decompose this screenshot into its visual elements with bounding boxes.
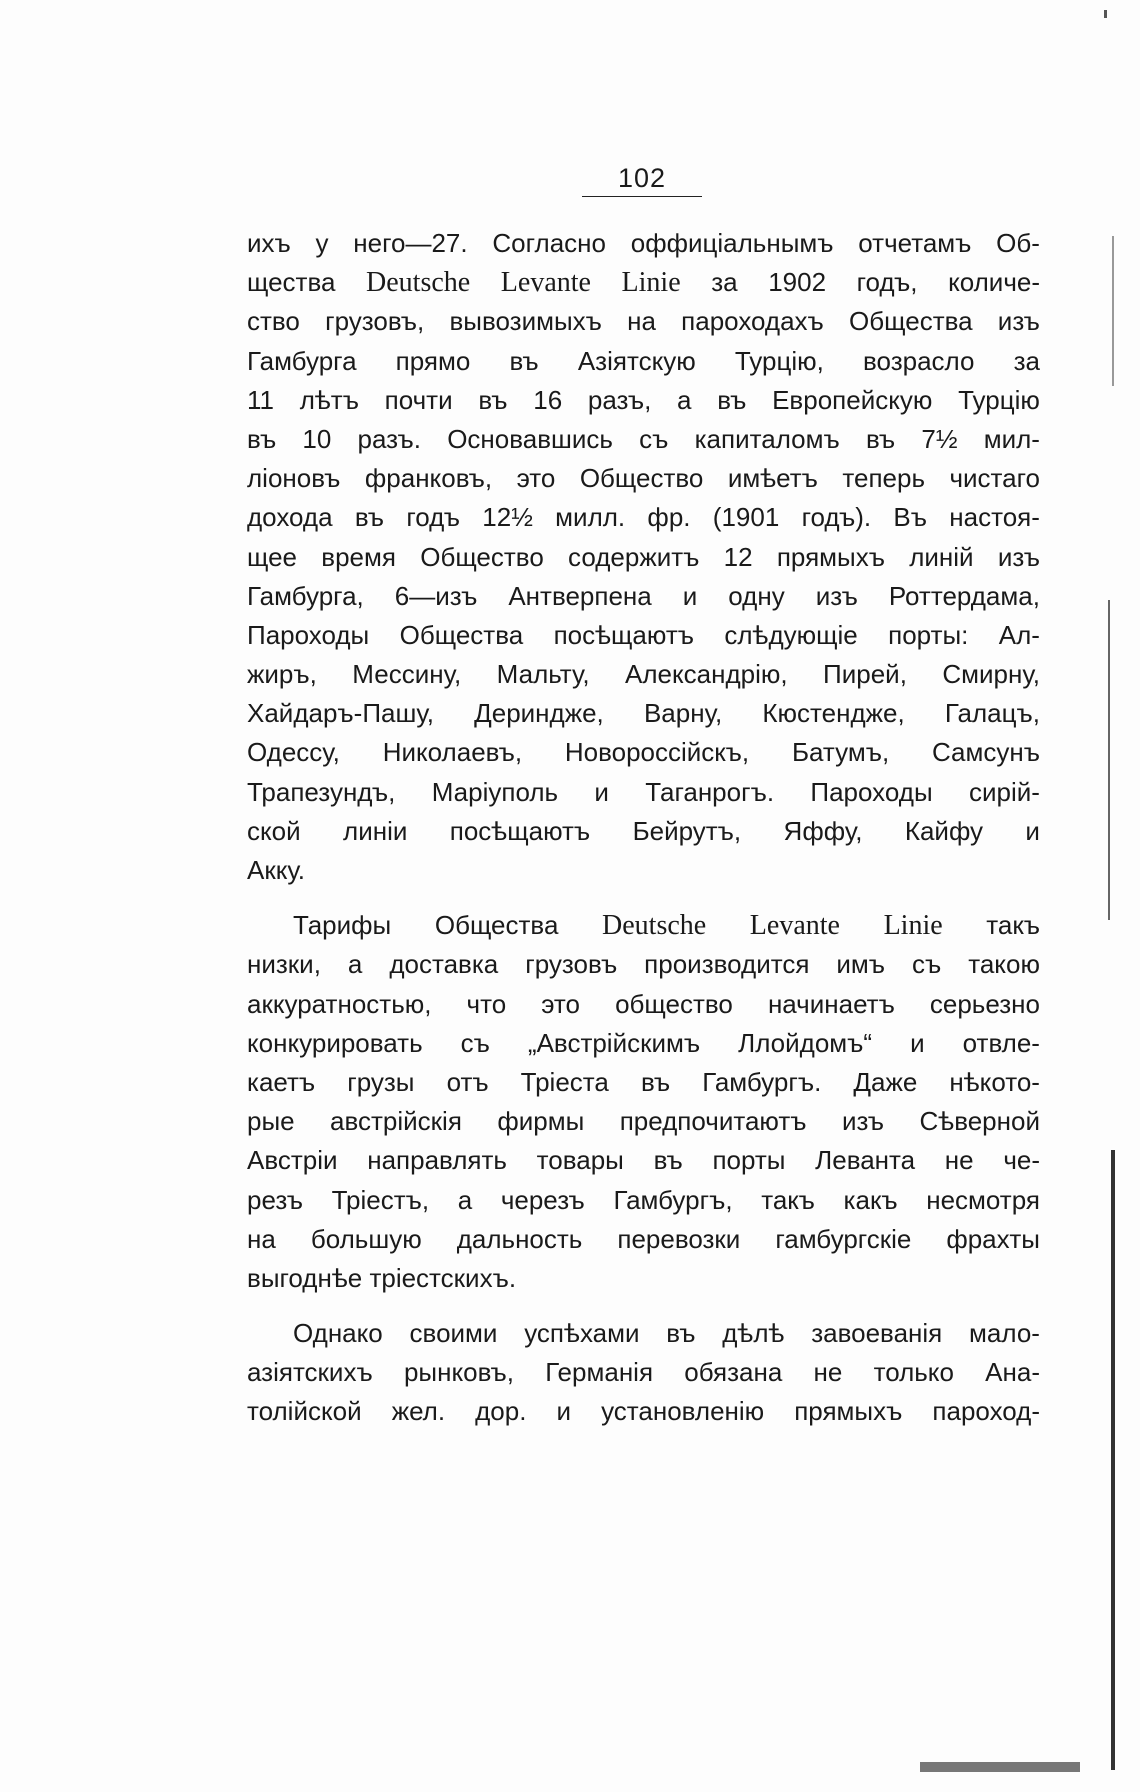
word: сирій- [968,776,1040,807]
text-line [247,906,1040,945]
word: Основавшись [447,423,613,454]
word: ліоновъ [247,463,341,494]
word: грузовъ [525,949,618,980]
word: рые [247,1106,295,1137]
word: своими [409,1318,498,1349]
word: Гамбургъ, [613,1184,733,1215]
word: низки, [247,949,321,980]
word: обязана [684,1357,783,1388]
word: въ [509,345,539,376]
word: Однако [293,1318,383,1349]
word: Самсунъ [931,737,1040,768]
word: отчетамъ [858,228,972,258]
word: не [813,1357,843,1388]
word: Антверпена [508,580,652,611]
word: пароходахъ [681,306,824,337]
word: выгоднѣе [247,1262,370,1293]
word: и [1025,815,1040,846]
word: количе- [948,267,1040,298]
text-line [247,733,1040,772]
word: Пароходы [810,776,933,807]
word: дор. [475,1396,527,1427]
page-number: 102 [617,163,667,193]
word: установленію [601,1396,765,1427]
word: Одессу, [247,737,340,768]
text-line [247,812,1040,851]
word: изъ [997,541,1040,572]
scan-speck [920,1762,1080,1772]
word: только [873,1357,954,1388]
paragraph-gap [247,890,1040,906]
word: Ал- [998,619,1040,650]
word: Согласно [492,228,606,258]
scan-edge-mark [1111,1150,1115,1770]
word: въ [247,423,277,454]
text-line [247,985,1040,1024]
word: въ [478,384,508,415]
word: Галацъ, [944,698,1040,729]
word: 6—изъ [394,580,478,611]
word: Гамбурга [247,345,357,376]
word: такою [968,949,1040,980]
word: вывозимыхъ [449,306,602,337]
text-line [247,1392,1040,1431]
word: содержитъ [568,541,700,572]
word: съ [639,423,669,454]
word: мил- [983,423,1040,454]
scan-edge-mark [1108,600,1110,920]
word: дальность [456,1223,583,1254]
word: 10 [302,423,332,454]
word: такъ [986,910,1040,941]
word: прямыхъ [776,541,885,572]
word: чистаго [949,463,1040,494]
word: „Австрійскимъ [527,1027,701,1058]
word: годъ, [856,267,918,298]
word: съ [460,1027,490,1058]
word: Deutsche [602,910,707,942]
word: серьезно [929,988,1040,1019]
text-line [247,302,1040,341]
word: Тріеста [520,1066,609,1097]
word: въ [653,1145,683,1176]
word: ство [247,306,300,337]
word: имѣетъ [727,463,818,494]
word: годъ [406,502,460,533]
word: за [711,267,738,298]
word: за [1013,345,1040,376]
word: Гамбургъ. [702,1066,822,1097]
word: съ [912,949,942,980]
word: Общества [849,306,973,337]
word: капиталомъ [694,423,840,454]
word: грузовъ, [325,306,425,337]
text-line [247,498,1040,537]
paragraph-gap [247,1298,1040,1314]
word: Ана- [985,1357,1040,1388]
word: Levante [500,267,591,299]
word: 11 [247,384,274,415]
word: посѣщаютъ [553,619,694,650]
word: щее [247,541,298,572]
word: одну [728,580,785,611]
word: Сѣверной [919,1106,1040,1137]
word: мало- [969,1318,1040,1349]
word: щества [247,267,336,298]
text-line [247,1141,1040,1180]
word: Варну, [643,698,723,729]
word: дохода [247,502,333,533]
word: 12 [723,541,753,572]
word: доставка [389,949,499,980]
word: каетъ [247,1066,316,1097]
word: Общества [434,910,559,941]
word: Германія [545,1357,654,1388]
word: въ [354,502,385,533]
word: черезъ [500,1184,585,1215]
word: фр. [647,502,691,533]
word: что [466,988,507,1019]
word: Ллойдомъ“ [738,1027,873,1058]
word: товары [536,1145,624,1176]
word: имъ [836,949,886,980]
word: конкурировать [247,1027,423,1058]
text-line [247,1353,1040,1392]
word: Кайфу [904,815,984,846]
word: (1901 [712,502,780,533]
word: Батумъ, [791,737,890,768]
text-line [247,538,1040,577]
word: Даже [853,1066,918,1097]
text-line [247,1063,1040,1102]
word: порты [712,1145,786,1176]
word: перевозки [617,1223,741,1254]
word: гамбургскіе [775,1223,912,1254]
word: Общество [579,463,704,494]
word: не [944,1145,974,1176]
word: Австріи [247,1145,338,1176]
word: возрасло [863,345,975,376]
text-line [247,945,1040,984]
text-line [247,655,1040,694]
text-line [247,1102,1040,1141]
word: это [541,988,580,1019]
word: рынковъ, [403,1357,514,1388]
word: Дериндже, [474,698,604,729]
word: фирмы [497,1106,585,1137]
text-line [247,851,1040,890]
word: разъ, [587,384,652,415]
word: какъ [843,1184,898,1215]
word: несмотря [926,1184,1040,1215]
body-text [247,224,1040,1432]
text-line [247,420,1040,459]
word: Александрію, [625,659,788,690]
word: а [347,949,363,980]
word: Смирну, [942,659,1040,690]
word: и [556,1396,572,1427]
word: Linie [883,910,943,942]
word: въ [717,384,747,415]
word: линій [909,541,974,572]
word: ихъ [247,228,291,258]
word: нѣкото- [949,1066,1040,1097]
scan-edge-mark [1112,236,1114,386]
text-line [247,577,1040,616]
word: Кюстендже, [762,698,905,729]
word: 7½ [921,423,958,454]
word: Levante [749,910,840,942]
word: посѣщаютъ [449,815,591,846]
word: франковъ, [364,463,493,494]
word: большую [310,1223,422,1254]
scan-speck [1104,10,1107,18]
word: и [594,776,609,807]
word: толійской [247,1396,362,1427]
word: и [910,1027,925,1058]
text-line [247,224,1040,263]
word: отвле- [962,1027,1040,1058]
word: Тріестъ, [331,1184,430,1215]
word: 16 [533,384,563,415]
word: жел. [391,1396,446,1427]
word: завоеванія [811,1318,943,1349]
word: пароход- [932,1396,1040,1427]
word: ской [247,815,301,846]
text-line [247,1024,1040,1063]
text-line [247,1314,1040,1353]
word: изъ [997,306,1040,337]
text-line [247,381,1040,420]
page-number-block [574,164,710,197]
word: на [627,306,656,337]
word: почти [384,384,453,415]
word: Хайдаръ-Пашу, [247,698,434,729]
word: прямыхъ [794,1396,903,1427]
word: общество [615,988,733,1019]
text-line [247,263,1040,302]
text-line [247,773,1040,812]
word: порты: [888,619,969,650]
word: Мальту, [496,659,590,690]
word: азіятскихъ [247,1357,373,1388]
word: Европейскую [772,384,933,415]
word: изъ [841,1106,885,1137]
word: резъ [247,1184,303,1215]
text-line [247,459,1040,498]
text-line [247,1220,1040,1259]
text-line [247,1259,1040,1298]
text-line [247,616,1040,655]
word: это [516,463,556,494]
word: Роттердама, [888,580,1040,611]
word: оффиціальнымъ [630,228,834,258]
word: время [321,541,396,572]
word: успѣхами [524,1318,640,1349]
word: грузы [347,1066,415,1097]
word: на [247,1223,276,1254]
word: Леванта [815,1145,916,1176]
word: Акку. [247,855,306,885]
text-line [247,342,1040,381]
word: у [315,228,329,258]
word: Азіятскую [577,345,696,376]
word: Общества [399,619,524,650]
word: настоя- [949,502,1040,533]
word: Турцію, [734,345,824,376]
word: 12½ [482,502,533,533]
word: австрійскія [330,1106,462,1137]
word: изъ [815,580,858,611]
word: въ [666,1318,696,1349]
word: линіи [343,815,408,846]
word: такъ [761,1184,815,1215]
word: Бейрутъ, [632,815,742,846]
word: Deutsche [366,267,471,299]
text-line [247,1181,1040,1220]
word: лѣтъ [299,384,359,415]
word: прямо [395,345,471,376]
word: Об- [996,228,1040,258]
word: Мессину, [352,659,462,690]
word: а [677,384,692,415]
word: начинаетъ [767,988,895,1019]
word: производится [644,949,810,980]
word: аккуратностью, [247,988,432,1019]
word: Турцію [958,384,1040,415]
word: Общество [420,541,544,572]
word: годъ). [801,502,872,533]
word: въ [640,1066,671,1097]
word: предпочитаютъ [619,1106,807,1137]
word: дѣлѣ [722,1318,785,1349]
word: Пароходы [247,619,370,650]
word: него—27. [353,228,468,258]
word: милл. [555,502,626,533]
word: и [682,580,698,611]
word: фрахты [946,1223,1040,1254]
word: Маріуполь [431,776,559,807]
word: Гамбурга, [247,580,364,611]
word: жиръ, [247,659,317,690]
word: че- [1003,1145,1040,1176]
word: слѣдующіе [724,619,858,650]
word: Новороссійскъ, [564,737,750,768]
text-line [247,694,1040,733]
page-number-rule [582,196,702,197]
word: Linie [621,267,681,299]
word: Яффу, [783,815,863,846]
word: теперь [842,463,926,494]
word: а [457,1184,473,1215]
word: отъ [446,1066,489,1097]
word: Въ [893,502,927,533]
word: направлять [367,1145,507,1176]
word: Трапезундъ, [247,776,396,807]
word: тріестскихъ. [369,1262,517,1293]
word: Пирей, [823,659,907,690]
word: Таганрогъ. [645,776,775,807]
word: Николаевъ, [382,737,523,768]
word: разъ. [357,423,421,454]
word: 1902 [768,267,827,298]
word: въ [865,423,896,454]
word: Тарифы [293,910,392,941]
